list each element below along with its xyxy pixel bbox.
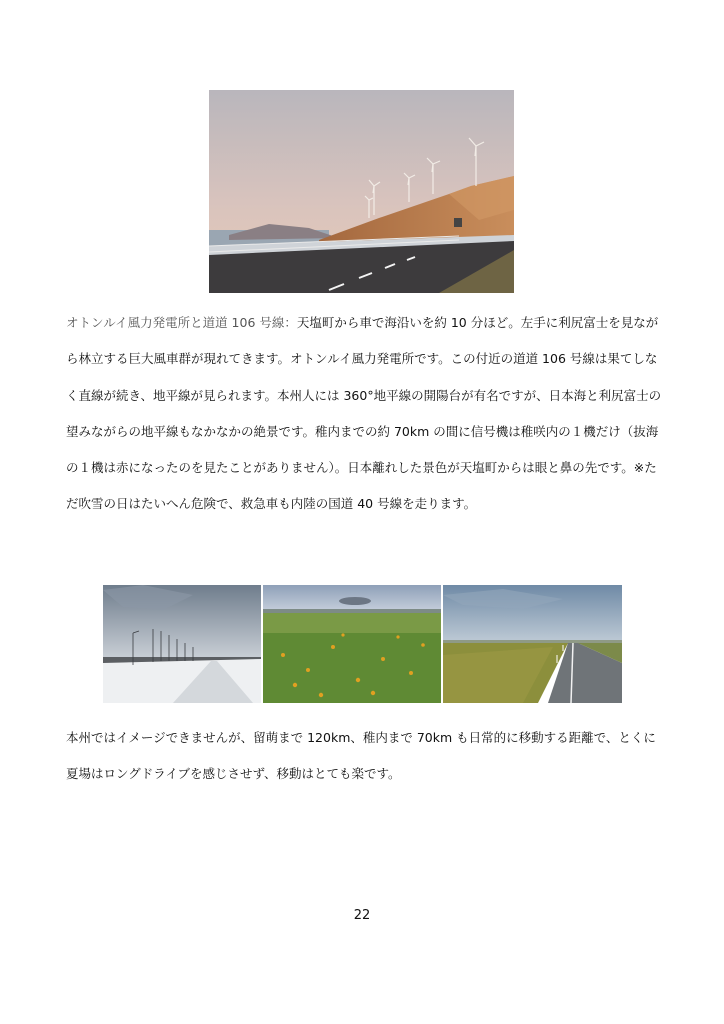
paragraph-distance-text: 本州ではイメージできませんが、留萌まで 120km、稚内まで 70km も日常的に移動する距離で、とくに夏場はロングドライブを感じさせず、移動はとても楽です。 bbox=[66, 730, 656, 782]
wind-farm-road-image bbox=[209, 90, 514, 293]
snowy-road-image bbox=[103, 585, 261, 703]
wind-farm-road-photo bbox=[209, 90, 514, 293]
grassland-flowers-image bbox=[263, 585, 441, 703]
paragraph-distance bbox=[66, 720, 666, 793]
paragraph-wind-farm bbox=[66, 305, 666, 523]
snowy-road-photo bbox=[103, 585, 261, 703]
page-number: 22 bbox=[353, 908, 371, 923]
paragraph-body: 天塩町から車で海沿いを約 10 分ほど。左手に利尻富士を見ながら林立する巨大風車群が現れてきます。オトンルイ風力発電所です。この付近の道道 106 号線は果てしなく直線が続き、地平線が見られます。本州人には 360°地平線の開陽台が有名ですが、日本海と利尻富士の望みながらの地平線もなかなかの絶景です。稚内までの約 70km の間に信号機は稚咲内の１機だけ（抜海の１機は赤になったのを見たことがありません）。日本離れした景色が天塩町からは眼と鼻の先です。※ただ吹雪の日はたいへん危険で、救急車も内陸の国道 40 号線を走ります。 bbox=[66, 315, 662, 512]
grassland-flowers-photo bbox=[263, 585, 441, 703]
paragraph-caption-lead: オトンルイ風力発電所と道道 106 号線： bbox=[66, 315, 297, 330]
straight-road-photo bbox=[443, 585, 622, 703]
straight-road-image bbox=[443, 585, 622, 703]
